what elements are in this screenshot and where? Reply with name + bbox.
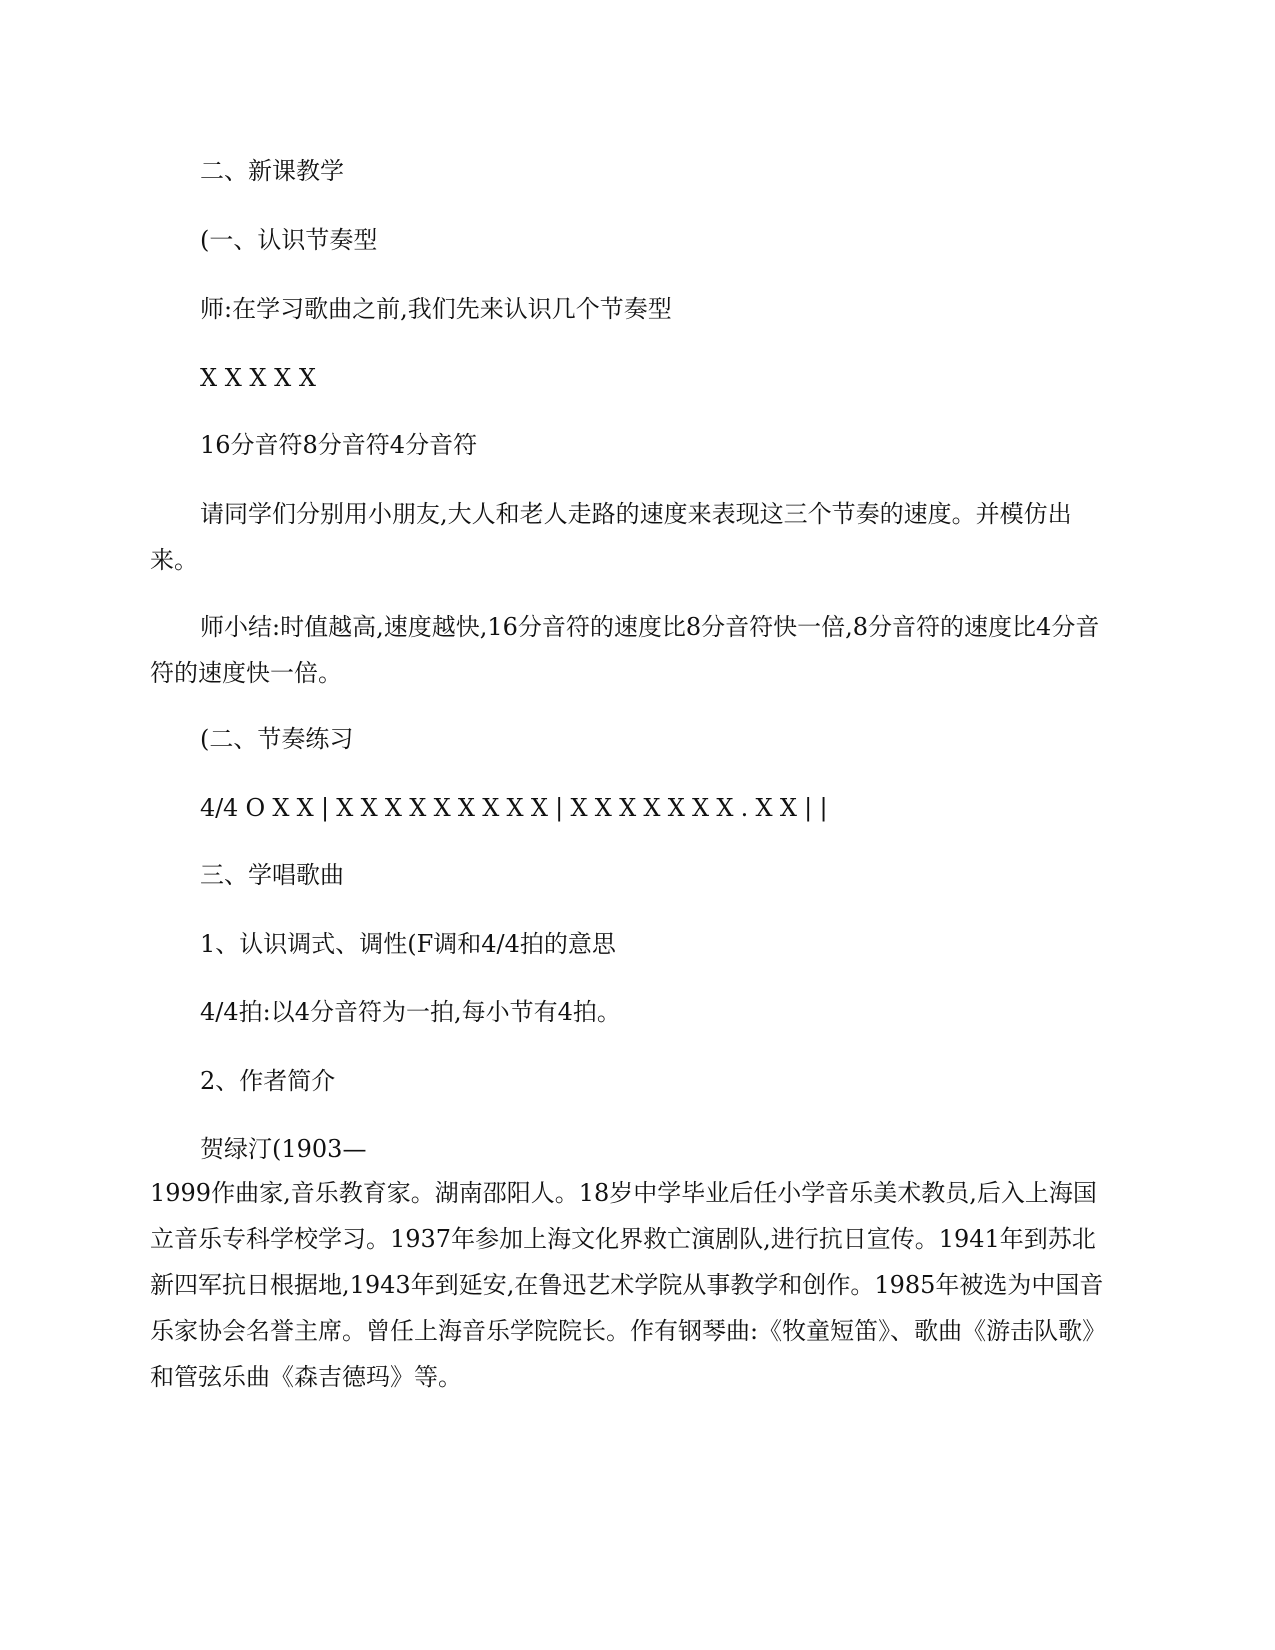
- subsection-heading-rhythm-types: (一、认识节奏型: [200, 226, 378, 254]
- author-biography-paragraph: 1999作曲家,音乐教育家。湖南邵阳人。18岁中学毕业后任小学音乐美术教员,后入上海国立音乐专科学校学习。1937年参加上海文化界救亡演剧队,进行抗日宣传。1941年到苏北新四军抗日根据地,1943年到延安,在鲁迅艺术学院从事教学和创作。1985年被选为中国音乐家协会名誉主席。曾任上海音乐学院院长。作有钢琴曲:《牧童短笛》、歌曲《游击队歌》和管弦乐曲《森吉德玛》等。: [150, 1179, 1107, 1391]
- author-intro-heading: 2、作者简介: [200, 1067, 336, 1095]
- meter-explanation-line: 4/4拍:以4分音符为一拍,每小节有4拍。: [200, 998, 621, 1026]
- author-name-line: 贺绿汀(1903—: [200, 1135, 367, 1163]
- section-heading-new-lesson: 二、新课教学: [200, 157, 344, 185]
- imitate-instruction-paragraph: 请同学们分别用小朋友,大人和老人走路的速度来表现这三个节奏的速度。并模仿出来。: [150, 500, 1072, 574]
- rhythm-symbols-line: X X X X X: [200, 364, 316, 392]
- key-and-meter-line: 1、认识调式、调性(F调和4/4拍的意思: [200, 930, 616, 958]
- teacher-intro-line: 师:在学习歌曲之前,我们先来认识几个节奏型: [200, 295, 672, 323]
- section-heading-learn-song: 三、学唱歌曲: [200, 861, 344, 889]
- teacher-summary-paragraph: 师小结:时值越高,速度越快,16分音符的速度比8分音符快一倍,8分音符的速度比4分音符的速度快一倍。: [150, 613, 1100, 687]
- rhythm-practice-line: 4/4 O X X | X X X X X X X X X | X X X X X X X . X X | |: [200, 794, 828, 822]
- note-values-line: 16分音符8分音符4分音符: [200, 431, 478, 459]
- subsection-heading-rhythm-practice: (二、节奏练习: [200, 725, 354, 753]
